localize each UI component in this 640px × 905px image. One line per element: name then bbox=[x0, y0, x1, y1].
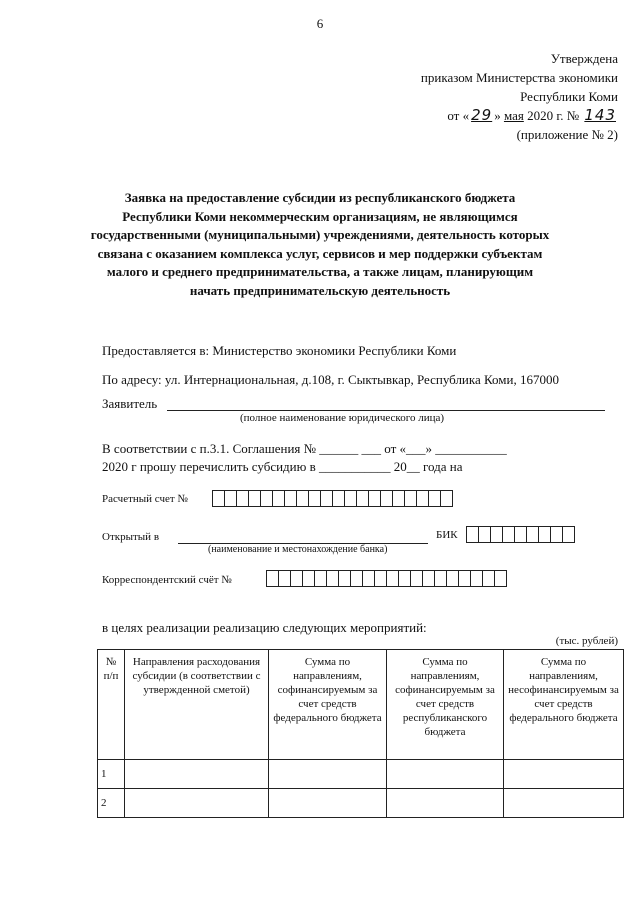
table-cell[interactable] bbox=[269, 789, 387, 818]
date-prefix: от « bbox=[447, 108, 470, 123]
handwritten-day: 29 bbox=[471, 106, 493, 124]
date-suffix: 2020 г. № bbox=[523, 108, 583, 123]
table-cell[interactable] bbox=[125, 760, 269, 789]
col-header-federal: Сумма по направлениям, софинансируемым за счет средств федерального бюджета bbox=[269, 650, 387, 760]
table-cell: 2 bbox=[98, 789, 125, 818]
col-header-non-cofinanced: Сумма по направлениям, несофинансируемым за счет средств федерального бюджета bbox=[504, 650, 624, 760]
digit-box[interactable] bbox=[494, 570, 507, 587]
digit-box[interactable] bbox=[562, 526, 575, 543]
month: мая bbox=[503, 108, 524, 123]
address: По адресу: ул. Интернациональная, д.108, г. Сыктывкар, Республика Коми, 167000 bbox=[102, 372, 559, 387]
purpose-text: в целях реализации реализацию следующих мероприятий: bbox=[102, 620, 427, 635]
table-cell[interactable] bbox=[387, 760, 504, 789]
account-number-boxes[interactable] bbox=[212, 490, 452, 507]
approval-line-3: Республики Коми bbox=[520, 89, 618, 104]
units-label: (тыс. рублей) bbox=[555, 635, 618, 647]
bik-boxes[interactable] bbox=[466, 526, 574, 543]
handwritten-order-number: 143 bbox=[584, 106, 616, 124]
col-header-direction: Направления расходования субсидии (в соответствии с утвержденной сметой) bbox=[125, 650, 269, 760]
digit-box[interactable] bbox=[440, 490, 453, 507]
appendix-label: (приложение № 2) bbox=[516, 127, 618, 142]
agreement-line-1: В соответствии с п.3.1. Соглашения № ______ ___ от «___» ___________ bbox=[102, 441, 507, 456]
table-cell: 1 bbox=[98, 760, 125, 789]
table-header-row bbox=[98, 650, 624, 760]
table-row bbox=[98, 789, 624, 818]
table-cell[interactable] bbox=[504, 760, 624, 789]
page-number: 6 bbox=[316, 16, 324, 31]
approval-line-1: Утверждена bbox=[550, 51, 618, 66]
bank-hint: (наименование и местонахождение банка) bbox=[208, 544, 388, 555]
agreement-line-2: 2020 г прошу перечислить субсидию в ___________ 20__ года на bbox=[102, 459, 463, 474]
table-cell[interactable] bbox=[269, 760, 387, 789]
date-mid: » bbox=[494, 108, 504, 123]
applicant-hint: (полное наименование юридического лица) bbox=[240, 412, 445, 424]
col-header-republican: Сумма по направлениям, софинансируемым за счет средств республиканского бюджета bbox=[387, 650, 504, 760]
opened-in-label: Открытый в bbox=[102, 531, 160, 543]
table-cell[interactable] bbox=[387, 789, 504, 818]
bik-label: БИК bbox=[436, 529, 458, 541]
table-row bbox=[98, 760, 624, 789]
col-header-number: № п/п bbox=[98, 650, 125, 760]
document-title: Заявка на предоставление субсидии из республиканского бюджета Республики Коми некоммерческим организациям, не являющимся государственными (муниципальными) учреждениями, деятельность которых связана с оказанием комплекса услуг, сервисов и мер поддержки субъектам малого и среднего предпринимательства, а также лицам, планирующим начать предпринимательскую деятельность bbox=[90, 190, 550, 298]
table-cell[interactable] bbox=[125, 789, 269, 818]
applicant-label: Заявитель bbox=[102, 396, 158, 411]
table-cell[interactable] bbox=[504, 789, 624, 818]
approval-block bbox=[421, 49, 618, 144]
subsidy-table bbox=[97, 649, 624, 818]
approval-line-2: приказом Министерства экономики bbox=[420, 70, 618, 85]
corr-account-boxes[interactable] bbox=[266, 570, 506, 587]
account-label: Расчетный счет № bbox=[102, 493, 188, 505]
applicant-field[interactable] bbox=[167, 410, 605, 411]
provided-to: Предоставляется в: Министерство экономики Республики Коми bbox=[102, 343, 457, 358]
approval-date-line bbox=[421, 106, 618, 125]
corr-account-label: Корреспондентский счёт № bbox=[102, 574, 232, 586]
